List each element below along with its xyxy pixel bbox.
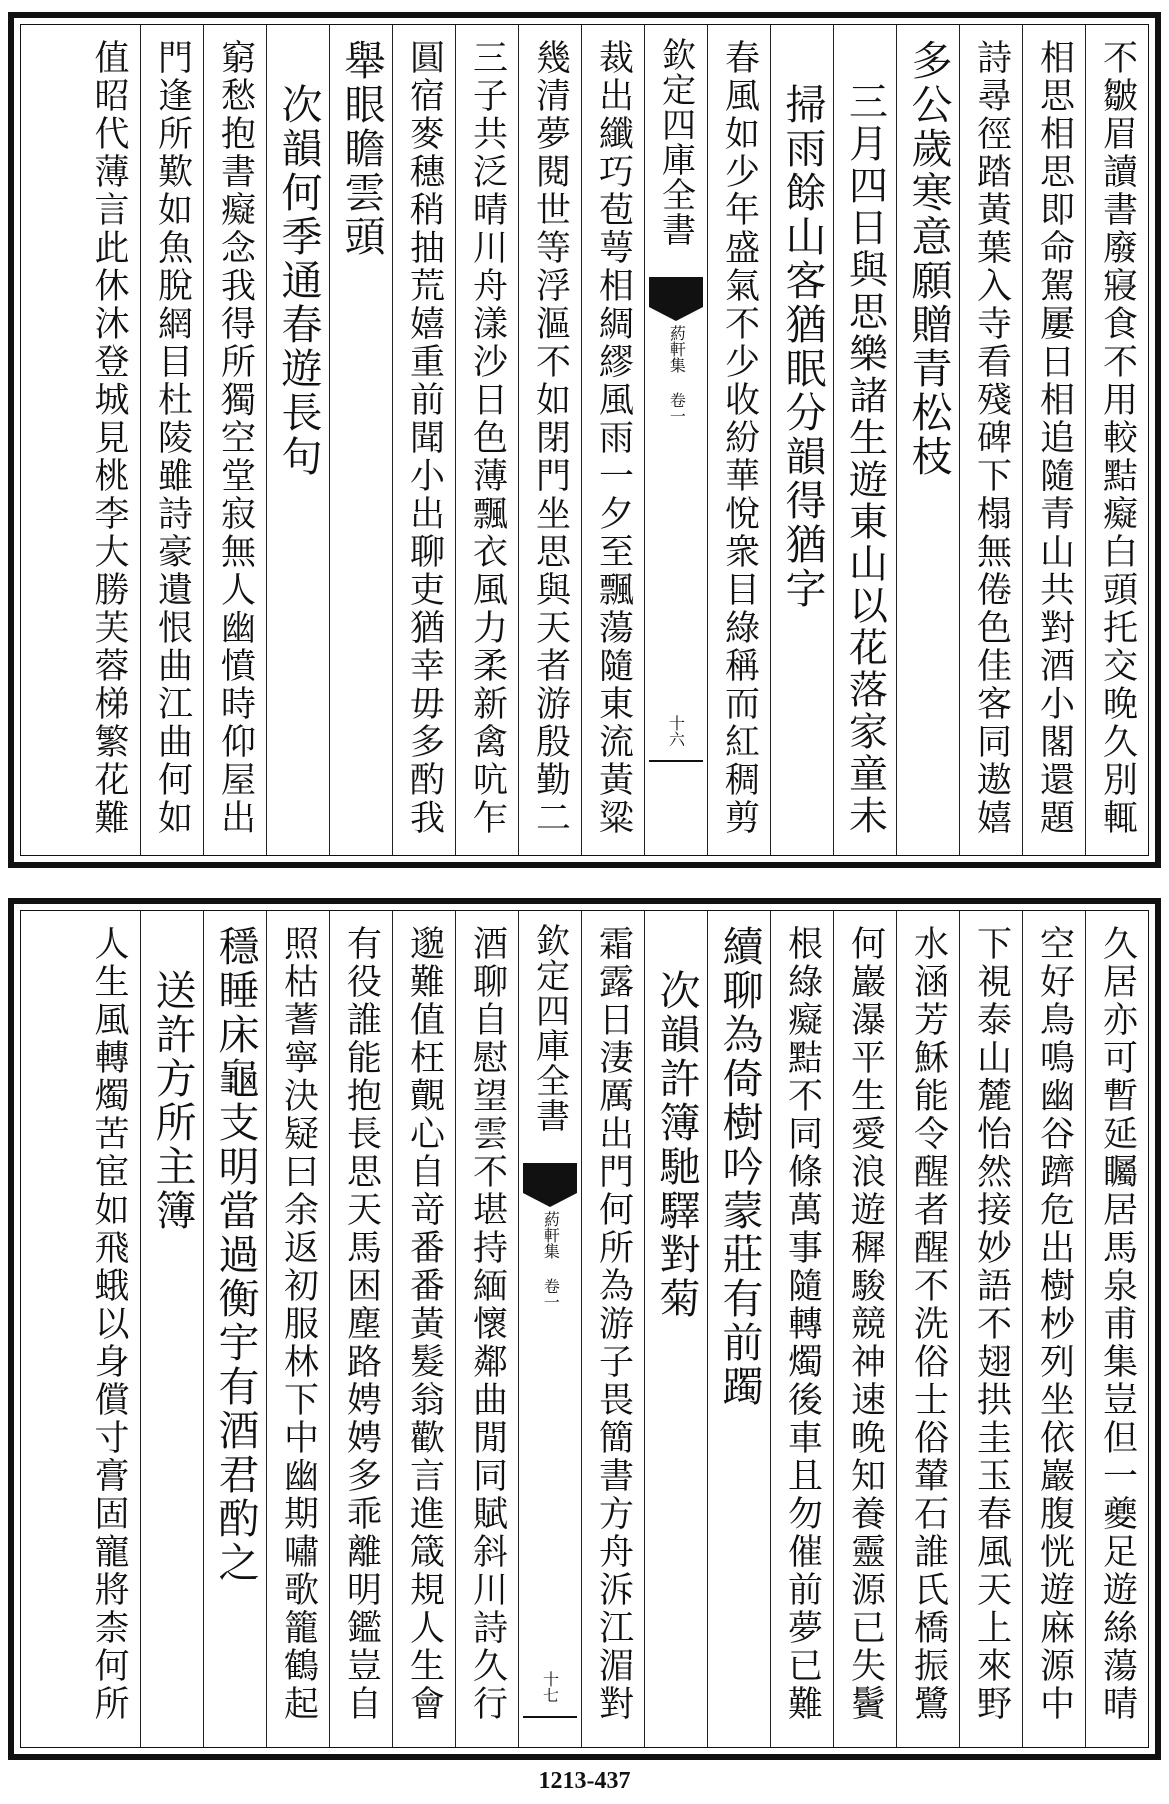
text-column — [392, 25, 455, 855]
column-text: 裁出纖巧苞萼相綢繆風雨一夕至飄蕩隨東流黃粱 — [593, 39, 634, 837]
page-code: 1213-437 — [538, 1768, 631, 1794]
text-column — [1085, 911, 1148, 1747]
column-text: 空好鳥鳴幽谷躋危出樹杪列坐依巖腹恍遊麻源中 — [1034, 925, 1075, 1723]
column-text: 邈難值枉覿心自竒番番黃髮翁歡言進箴規人生會 — [404, 925, 445, 1723]
volume-label: 葯軒集 卷一 — [667, 325, 687, 424]
text-column — [266, 911, 329, 1747]
text-column — [896, 911, 959, 1747]
column-text: 不皺眉讀書廢寢食不用較黠癡白頭托交晚久別輒 — [1097, 39, 1138, 837]
column-text: 次韻何季通春遊長句 — [274, 39, 323, 479]
column-text: 多公歲寒意願贈青松枝 — [904, 39, 953, 479]
column-text: 窮愁抱書癡念我得所獨空堂寂無人幽憤時仰屋出 — [215, 39, 256, 837]
folio-number: 十七 — [540, 1671, 560, 1703]
fold-rule — [523, 1716, 577, 1718]
book-title: 欽定四庫全書 — [655, 37, 696, 247]
column-text: 舉眼瞻雲頭 — [337, 39, 386, 259]
column-text: 續聊為倚樹吟蒙莊有前躅 — [715, 925, 764, 1409]
text-column — [77, 911, 140, 1747]
top-page — [8, 12, 1161, 868]
text-column — [707, 25, 770, 855]
fishtail-mark — [523, 1163, 577, 1193]
column-text: 相思相思即命駕屢日相追隨青山共對酒小閣還題 — [1034, 39, 1075, 837]
column-text: 值昭代薄言此休沐登城見桃李大勝芙蓉梯繁花難 — [89, 39, 129, 837]
text-column — [707, 911, 770, 1747]
text-column — [140, 25, 203, 855]
column-text: 掃雨餘山客猶眠分韻得猶字 — [778, 39, 827, 611]
column-text: 人生風轉燭苦宦如飛蛾以身償寸膏固寵將柰何所 — [89, 925, 129, 1723]
text-column — [959, 25, 1022, 855]
text-column — [392, 911, 455, 1747]
text-column — [77, 25, 140, 855]
column-text: 門逢所歎如魚脫網目杜陵雖詩豪遺恨曲江曲何如 — [152, 39, 193, 837]
column-text: 照枯蓍寧決疑曰余返初服林下中幽期嘯歌籠鶴起 — [278, 925, 319, 1723]
center-fold — [644, 25, 707, 855]
text-column — [329, 911, 392, 1747]
column-text: 霜露日淒厲出門何所為游子畏簡書方舟泝江湄對 — [593, 925, 634, 1723]
column-text: 有役誰能抱長思天馬困塵路娉娉多乖離明鑑豈自 — [341, 925, 382, 1723]
column-text: 酒聊自慰望雲不堪持緬懷鄰曲閒同賦斜川詩久行 — [467, 925, 508, 1723]
column-text: 圓宿麥穗稍抽荒嬉重前聞小出聊吏猶幸毋多酌我 — [404, 39, 445, 837]
column-text: 三月四日與思樂諸生遊東山以花落家童未 — [842, 39, 888, 837]
text-column — [1022, 25, 1085, 855]
column-text: 下視泰山麓怡然接妙語不翅拱圭玉春風天上來野 — [971, 925, 1012, 1723]
fishtail-mark — [649, 277, 703, 307]
text-column — [329, 25, 392, 855]
column-text: 根綠癡黠不同條萬事隨轉燭後車且勿催前夢已難 — [782, 925, 823, 1723]
bottom-page-frame — [20, 910, 1149, 1748]
text-column — [581, 911, 644, 1747]
text-column — [203, 911, 266, 1747]
text-column — [1022, 911, 1085, 1747]
column-text: 水涵芳穌能令醒者醒不洗俗士俗輦石誰氏橋振鷺 — [908, 925, 949, 1723]
center-fold — [518, 911, 581, 1747]
text-column — [896, 25, 959, 855]
top-page-frame — [20, 24, 1149, 856]
column-text: 春風如少年盛氣不少收紛華悅衆目綠稱而紅稠剪 — [719, 39, 760, 837]
column-text: 送許方所主簿 — [148, 925, 197, 1233]
column-text: 次韻許簿馳驛對菊 — [652, 925, 701, 1321]
text-column — [203, 25, 266, 855]
text-column — [833, 911, 896, 1747]
folio-number: 十六 — [666, 715, 686, 747]
text-column — [959, 911, 1022, 1747]
text-column — [770, 25, 833, 855]
text-column — [833, 25, 896, 855]
bottom-page-columns — [21, 911, 1148, 1747]
column-text: 幾清夢閱世等浮漚不如閉門坐思與天者游殷勤二 — [530, 39, 571, 837]
top-page-columns — [21, 25, 1148, 855]
text-column — [770, 911, 833, 1747]
text-column — [644, 911, 707, 1747]
book-title: 欽定四庫全書 — [529, 923, 570, 1133]
text-column — [581, 25, 644, 855]
text-column — [140, 911, 203, 1747]
text-column — [1085, 25, 1148, 855]
column-text: 詩尋徑踏黃葉入寺看殘碑下榻無倦色佳客同遨嬉 — [971, 39, 1012, 837]
text-column — [266, 25, 329, 855]
text-column — [455, 911, 518, 1747]
column-text: 久居亦可暫延矚居馬泉甫集豈但一夔足遊絲蕩晴 — [1097, 925, 1138, 1723]
text-column — [455, 25, 518, 855]
fold-rule — [649, 760, 703, 762]
text-column — [518, 25, 581, 855]
bottom-page — [8, 898, 1161, 1760]
column-text: 三子共泛晴川舟漾沙日色薄飄衣風力柔新禽吭乍 — [467, 39, 508, 837]
column-text: 穩睡床龜支明當過衡宇有酒君酌之 — [211, 925, 260, 1585]
volume-label: 葯軒集 卷一 — [541, 1211, 561, 1310]
column-text: 何巖瀑平生愛浪遊穉駿競神速晚知養靈源已失鬢 — [845, 925, 886, 1723]
